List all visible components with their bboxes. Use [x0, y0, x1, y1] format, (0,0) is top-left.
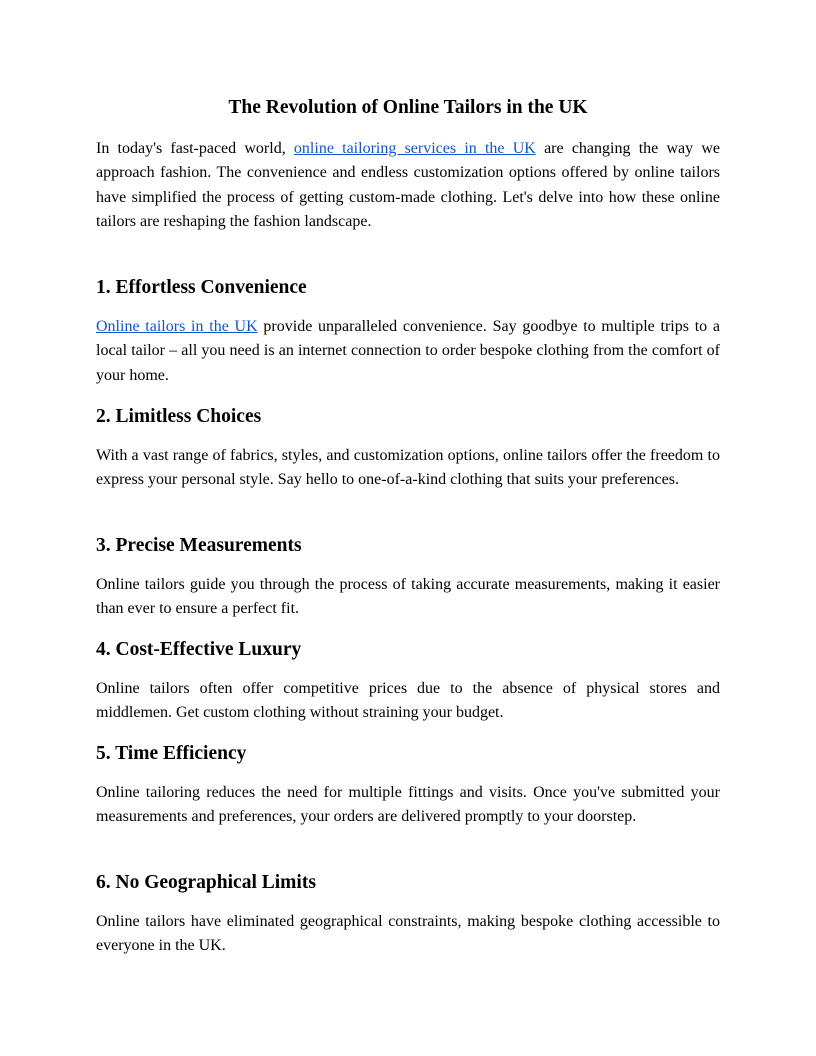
intro-text-after: are changing the way we approach fashion. The convenience and endless customization options offered by online tailors have simplified the process of getting custom-made clothing. Let's delve into how these online tailors are reshaping the fashion landscape. [96, 140, 720, 231]
section-body-2: With a vast range of fabrics, styles, and customization options, online tailors offer the freedom to express your personal style. Say hello to one-of-a-kind clothing that suits your preferences. [96, 447, 720, 489]
section-heading-3: 3. Precise Measurements [96, 535, 302, 556]
section-heading-1: 1. Effortless Convenience [96, 277, 307, 298]
section-heading-6: 6. No Geographical Limits [96, 872, 316, 893]
section-body-1-text: provide unparalleled convenience. Say goodbye to multiple trips to a local tailor – all you need is an internet connection to order bespoke clothing from the comfort of your home. [96, 318, 721, 384]
section-body-4: Online tailors often offer competitive prices due to the absence of physical stores and middlemen. Get custom clothing without straining your budget. [96, 680, 720, 722]
section-body-1 [96, 315, 720, 388]
section-body-5: Online tailoring reduces the need for multiple fittings and visits. Once you've submitted your measurements and preferences, your orders are delivered promptly to your doorstep. [96, 784, 720, 826]
section-heading-5: 5. Time Efficiency [96, 743, 247, 764]
section-heading-4: 4. Cost-Effective Luxury [96, 639, 302, 660]
intro-link-online-tailoring-services[interactable]: online tailoring services in the UK [293, 140, 536, 157]
intro-text-before: In today's fast-paced world, [96, 140, 294, 157]
intro-paragraph [96, 137, 720, 235]
section-body-3: Online tailors guide you through the process of taking accurate measurements, making it easier than ever to ensure a perfect fit. [96, 576, 720, 618]
section-1-link-online-tailors[interactable]: Online tailors in the UK [96, 318, 258, 335]
section-body-6: Online tailors have eliminated geographical constraints, making bespoke clothing accessible to everyone in the UK. [96, 913, 720, 955]
document-title: The Revolution of Online Tailors in the UK [228, 97, 588, 118]
section-heading-2: 2. Limitless Choices [96, 406, 262, 427]
